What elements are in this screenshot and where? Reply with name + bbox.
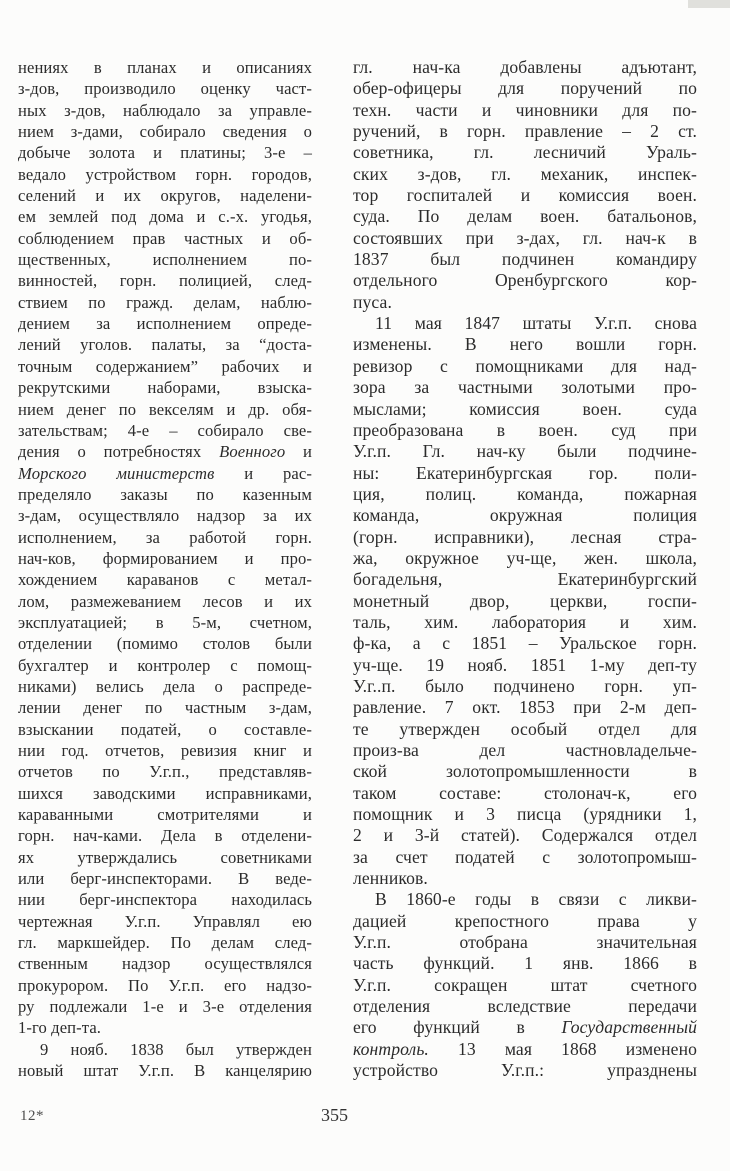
text-line: или берг-инспекторами. В веде- [18,869,312,889]
text-line: соблюдением прав частных и об- [18,228,312,248]
text-line: хождением караванов с метал- [18,570,312,590]
text-line: эксплуатацией; в 5-м, счетном, [18,612,312,632]
text-line: В 1860-е годы в связи с ликви- [375,889,697,910]
text-line: суда. По делам воен. батальонов, [353,206,697,227]
text-line: ревизор с помощниками для над- [353,355,697,376]
text-line: чертежная У.г.п. Управлял ею [18,911,312,931]
text-line: ях утверждались советниками [18,847,312,867]
text-line: лом, размежеванием лесов и их [18,591,312,611]
text-line: тор госпиталей и комиссия воен. [353,185,697,206]
text-line: техн. части и чиновники для по- [353,99,697,120]
signature-mark: 12* [20,1108,44,1124]
text-line: пуса. [353,291,392,312]
text-line: горн. нач-ками. Дела в отделени- [18,826,312,846]
text-line: нии год. отчетов, ревизия книг и [18,741,312,760]
text-line: караванными смотрителями и [18,805,312,825]
text-line: 11 мая 1847 штаты У.г.п. снова [375,313,697,334]
text-line [353,1039,697,1060]
text-line: нием денег по векселям и др. обя- [18,399,312,419]
text-line: селений и их округов, наделени- [18,186,312,206]
text-line: произ-ва дел частновладельче- [353,740,697,760]
scan-artifact [688,0,730,8]
text-line: ской золотопромышленности в [353,761,697,782]
text-column-right [353,57,697,1082]
text-line: ф-ка, а с 1851 – Уральское горн. [353,633,697,654]
text-column-left [18,57,312,1082]
text-line: нениях в планах и описаниях [18,58,312,77]
text-line: шихся заводскими исправниками, [18,783,312,803]
text-line: команда, окружная полиция [353,505,697,526]
text-line: преобразована в воен. суд при [353,419,697,440]
text-line: дением за исполнением опреде- [18,314,312,334]
text-line: нии берг-инспектора находилась [18,890,312,910]
text-line: У.г.п. Гл. нач-ку были подчине- [353,441,697,462]
text-line: жа, окружное уч-ще, жен. школа, [353,547,697,568]
text-line: добыче золота и платины; 3-е – [18,143,312,163]
text-line: рекрутскими наборами, взыска- [18,378,312,398]
text-line: лении денег по частным з-дам, [18,698,312,718]
text-line: никами) велись дела о распреде- [18,676,312,696]
text-line: обер-офицеры для поручений по [353,78,697,99]
text-line: зательствам; 4-е – собирало све- [18,420,312,440]
text-line: ствием по гражд. делам, наблю- [18,292,312,312]
text-line: таль, хим. лаборатория и хим. [353,611,697,632]
text-line: У.г.п. отобрана значительная [353,932,697,953]
text-line: гл. маркшейдер. По делам след- [18,933,312,953]
text-line: взыскании податей, о составле- [18,719,312,739]
text-line: точным содержанием” рабочих и [18,356,312,376]
text-line: гл. нач-ка добавлены адъютант, [353,57,697,77]
text-line: 1-го деп-та. [18,1018,102,1038]
italic-text: Морского министерств [18,463,215,483]
text-line: з-дам, осуществляло надзор за их [18,506,312,526]
text-line: дацией крепостного права у [353,910,697,931]
text-line: пределяло заказы по казенным [18,484,312,504]
text-line: исполнением, за работой горн. [18,527,312,547]
text-line: изменены. В него вошли горн. [353,334,697,355]
plain-text: 13 мая 1868 изменено [428,1038,697,1059]
plain-text: его функций в [353,1017,562,1038]
text-line: ленников. [353,868,428,889]
page-number: 355 [321,1105,348,1125]
text-line [353,1017,697,1038]
text-line: ны: Екатеринбургская гор. поли- [353,462,697,483]
text-line: уч-ще. 19 нояб. 1851 1-му деп-ту [353,654,697,675]
text-line: состоявших при з-дах, гл. нач-к в [353,227,697,248]
text-line: ем землей под дома и с.-х. угодья, [18,207,312,227]
text-line: ских з-дов, гл. механик, инспек- [353,163,697,184]
plain-text: дения о потребностях [18,442,220,462]
text-line: помощник и 3 писца (урядники 1, [353,804,697,825]
text-line: монетный двор, церкви, госпи- [353,590,697,611]
text-line: мыслами; комиссия воен. суда [353,398,697,419]
text-line [18,441,312,462]
text-line: винностей, горн. полицией, след- [18,271,312,291]
text-line: ру подлежали 1-е и 3-е отделения [18,997,312,1017]
text-line: новый штат У.г.п. В канцелярию [18,1061,312,1081]
text-line: ственным надзор осуществлялся [18,954,312,974]
text-line: нач-ков, формированием и про- [18,548,312,568]
text-line: устройство У.г.п.: упразднены [353,1060,697,1081]
text-line: те утвержден особый отдел для [353,718,697,739]
text-line: за счет податей с золотопромыш- [353,846,697,867]
text-line: отделения вследствие передачи [353,996,697,1017]
italic-text: Военного [219,442,286,462]
text-line: 9 нояб. 1838 был утвержден [40,1039,312,1059]
text-line: У.г.п. сокращен штат счетного [353,974,697,995]
text-line: щественных, исполнением по- [18,250,312,270]
text-line [18,463,312,484]
text-line: ция, полиц. команда, пожарная [353,483,697,504]
text-line: таком составе: столонач-к, его [353,782,697,803]
text-line: У.г..п. было подчинено горн. уп- [353,675,697,696]
italic-text: Государственный [561,1017,697,1038]
text-line: зора за частными золотыми про- [353,377,697,398]
text-line: (горн. исправники), лесная стра- [353,526,697,547]
text-line: бухгалтер и контролер с помощ- [18,655,312,675]
text-line: советника, гл. лесничий Ураль- [353,142,697,163]
text-line: 1837 был подчинен командиру [353,249,697,270]
text-line: богадельня, Екатеринбургский [353,569,697,590]
text-line: ных з-дов, наблюдало за управле- [18,100,312,120]
text-line: ведало устройством горн. городов, [18,164,312,184]
text-line: ручений, в горн. правление – 2 ст. [353,121,697,142]
text-line: прокурором. По У.г.п. его надзо- [18,975,312,995]
text-line: 2 и 3-й статей). Содержался отдел [353,825,697,846]
text-line: равление. 7 окт. 1853 при 2-м деп- [353,697,697,718]
text-line: лений уголов. палаты, за “доста- [18,335,312,355]
text-line: отделении (помимо столов были [18,634,312,654]
plain-text: и рас- [214,463,312,483]
text-line: з-дов, производило оценку част- [18,79,312,99]
text-line: отчетов по У.г.п., представляв- [18,762,312,782]
text-line: нием з-дами, собирало сведения о [18,122,312,142]
plain-text: и [285,442,312,462]
text-line: отдельного Оренбургского кор- [353,270,697,291]
text-line: часть функций. 1 янв. 1866 в [353,953,697,974]
italic-text: контроль. [353,1038,429,1059]
